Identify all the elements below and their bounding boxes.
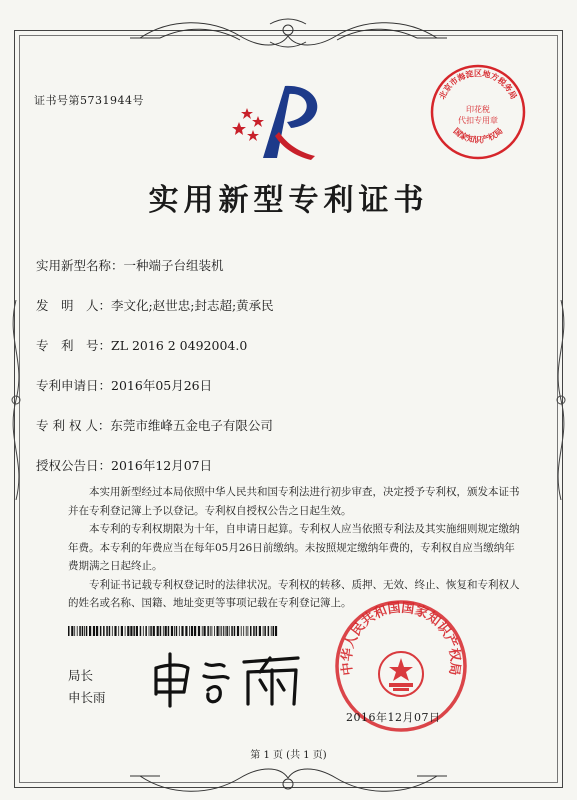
barcode-bar [93,626,95,636]
barcode-bar [149,626,150,636]
field-name [36,256,224,274]
barcode-bar [226,626,228,636]
field-patent-number [36,336,247,354]
barcode-bar [89,626,91,636]
barcode-bar [171,626,173,636]
right-ornament [549,300,573,500]
barcode-bar [165,626,167,636]
barcode-bar [221,626,222,636]
field-inventor [36,296,274,314]
barcode-bar [109,626,111,636]
barcode-bar [275,626,277,636]
barcode-bar [237,626,239,636]
barcode-bar [130,626,132,636]
barcode-bar [225,626,226,636]
field-patent-number-label: 专 利 号： [36,338,112,353]
barcode-bar [189,626,190,636]
barcode-bar [96,626,98,636]
left-ornament [4,300,28,500]
field-filing-date [36,376,212,394]
barcode-bar [273,626,275,636]
barcode-bar [136,626,138,636]
barcode-bar [181,626,183,636]
barcode-bar [194,626,196,636]
barcode-bar [121,626,123,636]
barcode [68,626,278,636]
chief-signature [148,646,318,710]
barcode-bar [207,626,209,636]
tax-stamp-seal [428,62,528,162]
barcode-bar [179,626,180,636]
barcode-bar [114,626,116,636]
barcode-bar [202,626,203,636]
barcode-bar [150,626,152,636]
barcode-bar [253,626,255,636]
barcode-bar [241,626,242,636]
top-ornament [130,16,447,56]
barcode-bar [79,626,81,636]
barcode-bar [212,626,213,636]
barcode-bar [112,626,113,636]
barcode-bar [125,626,126,636]
barcode-bar [77,626,78,636]
page-title: 实用新型专利证书 [148,183,429,218]
barcode-bar [250,626,252,636]
national-emblem-icon [379,652,423,696]
barcode-bar [231,626,233,636]
barcode-bar [246,626,247,636]
barcode-bar [86,626,88,636]
corner-seal-text: 北京市海淀区地方税务局 [437,69,519,101]
corner-seal-bottom-text: 国家知识产权局 [451,126,505,145]
seal-date: 2016年12月07日 [346,711,441,724]
barcode-bar [263,626,264,636]
field-grant-date-label: 授权公告日： [36,458,112,473]
field-patentee-label: 专 利 权 人： [36,418,111,433]
field-patentee [36,416,273,434]
field-filing-date-label: 专利申请日： [36,378,112,393]
corner-seal-line1: 印花税 [466,105,490,114]
patent-office-logo [225,78,335,168]
body-text [68,483,523,613]
chief-title: 局长 [68,668,94,683]
barcode-bar [133,626,135,636]
bottom-ornament [130,762,447,798]
svg-text:北京市海淀区地方税务局 [437,68,519,101]
barcode-bar [217,626,219,636]
paragraph-2: 本专利的专利权期限为十年，自申请日起算。专利权人应当依照专利法及其实施细则规定缴纳年费。本专利的年费应当在每年05月26日前缴纳。未按照规定缴纳年费的，专利权自应当缴纳年费期满之日起终止。 [68,523,520,572]
field-grant-date-value: 2016年12月07日 [111,458,213,473]
barcode-bar [157,626,159,636]
paragraph-3: 专利证书记载专利权登记时的法律状况。专利权的转移、质押、无效、终止、恢复和专利权人的姓名或名称、国籍、地址变更等事项记载在专利登记簿上。 [68,578,520,609]
chief-name: 申长雨 [68,690,106,705]
field-inventor-label: 发 明 人： [36,298,112,313]
barcode-bar [198,626,200,636]
barcode-bar [264,626,266,636]
field-name-label: 实用新型名称： [36,258,124,273]
barcode-bar [191,626,193,636]
paragraph-1: 本实用新型经过本局依照中华人民共和国专利法进行初步审查，决定授予专利权，颁发本证书并在专利登记簿上予以登记。专利权自授权公告之日起生效。 [68,486,520,517]
svg-text:国家知识产权局 [452,126,505,145]
barcode-bar [256,626,258,636]
barcode-bar [118,626,119,636]
barcode-bar [100,626,102,636]
field-filing-date-value: 2016年05月26日 [111,378,213,393]
barcode-bar [204,626,206,636]
barcode-bar [271,626,272,636]
barcode-bar [234,626,236,636]
field-patent-number-value: ZL 2016 2 0492004.0 [111,338,248,353]
barcode-bar [248,626,249,636]
field-inventor-value: 李文化;赵世忠;封志超;黄承民 [111,298,274,313]
barcode-bar [268,626,270,636]
barcode-bar [82,626,84,636]
barcode-bar [68,626,70,636]
barcode-bar [176,626,178,636]
corner-seal-line2: 代扣专用章 [458,116,498,125]
barcode-bar [168,626,170,636]
field-grant-date [36,456,212,474]
barcode-bar [103,626,105,636]
field-name-value: 一种端子台组装机 [123,258,224,273]
barcode-bar [174,626,175,636]
barcode-bar [214,626,215,636]
barcode-bar [140,626,142,636]
barcode-bar [229,626,230,636]
barcode-bar [145,626,147,636]
barcode-bar [127,626,129,636]
official-seal-text: 中华人民共和国国家知识产权局 [339,600,463,677]
barcode-bar [84,626,85,636]
barcode-bar [74,626,75,636]
barcode-bar [160,626,162,636]
barcode-bar [210,626,211,636]
field-patentee-value: 东莞市维峰五金电子有限公司 [110,418,273,433]
barcode-bar [143,626,144,636]
barcode-bar [163,626,164,636]
barcode-bar [259,626,261,636]
barcode-bar [71,626,73,636]
barcode-bar [243,626,244,636]
barcode-bar [106,626,108,636]
certificate-number: 证书号第5731944号 [34,94,144,107]
barcode-bar [153,626,155,636]
page-footer: 第 1 页 (共 1 页) [250,750,327,761]
barcode-bar [185,626,187,636]
barcode-bar [223,626,224,636]
barcode-bar [220,626,221,636]
